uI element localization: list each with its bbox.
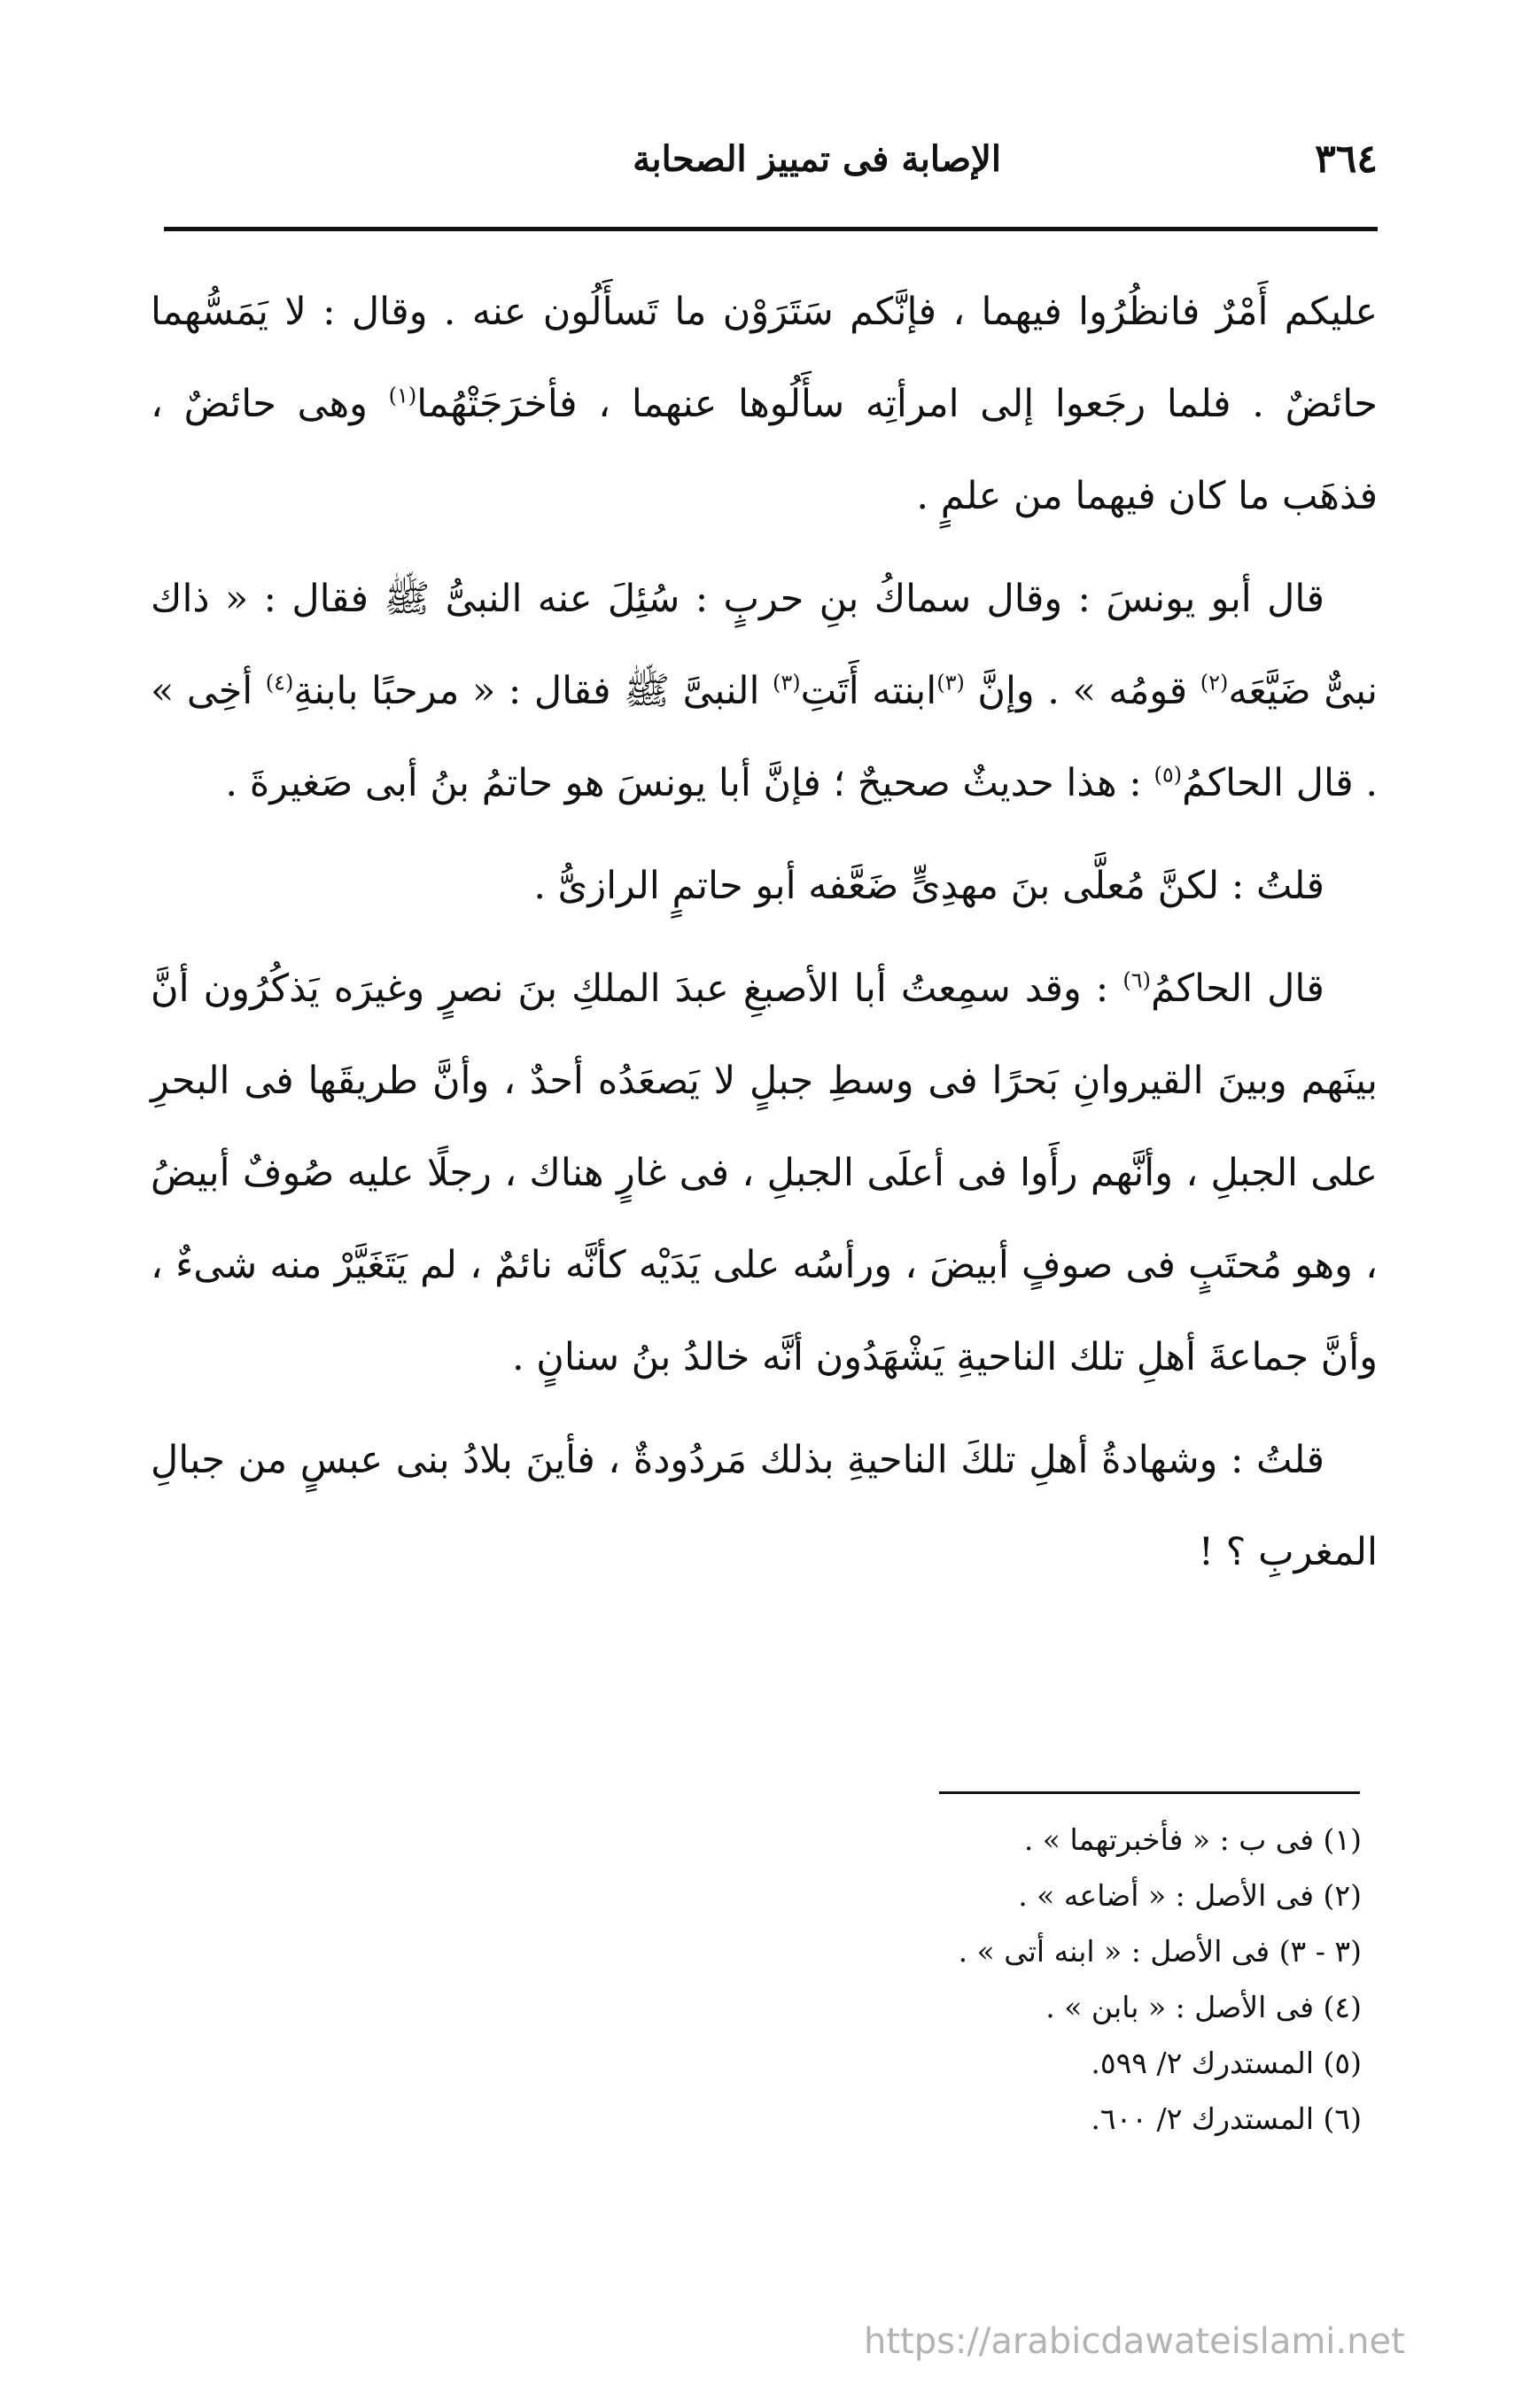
- paragraph-3: [151, 840, 1378, 932]
- running-title: الإصابة فى تمييز الصحابة: [633, 138, 1001, 180]
- footnote-2: (٢) فى الأصل : « أضاعه » .: [1018, 1878, 1362, 1913]
- text-run: : هذا حديثٌ صحيحٌ ؛ فإنَّ أبا يونسَ هو حاتمُ بنُ أبى صَغيرةَ .: [225, 761, 1154, 805]
- text-run: عليكم أَمْرٌ فانظُرُوا فيهما ، فإنَّكم سَتَرَوْن ما تَسأَلُون عنه . وقال : لا يَمَسُّهما حائضٌ . فلما رجَعوا إلى امرأتِه سأَلُوها عنهما ، فأخرَجَتْهُما: [151, 290, 1378, 426]
- text-run: ابنته أَتَتِ: [800, 669, 937, 713]
- text-run: قال الحاكمُ: [1151, 967, 1324, 1011]
- footnote-ref: (٢): [1200, 670, 1229, 695]
- text-run: : وقد سمِعتُ أبا الأصبغِ عبدَ الملكِ بنَ نصرٍ وغيرَه يَذكُرُون أنَّ بينَهم وبينَ القيروانِ بَحرًا فى وسطِ جبلٍ لا يَصعَدُه أحدٌ ، وأنَّ طريقَها فى البحرِ على الجبلِ ، وأنَّهم رأَوا فى أعلَى الجبلِ ، فى غارٍ هناك ، رجلًا عليه صُوفٌ أبيضُ ، وهو مُحتَبٍ فى صوفٍ أبيضَ ، ورأسُه على يَدَيْه كأنَّه نائمٌ ، لم يَتَغَيَّرْ منه شىءٌ ، وأنَّ جماعةَ أهلِ تلك الناحيةِ يَشْهَدُون أنَّه خالدُ بنُ سنانٍ .: [151, 967, 1378, 1379]
- footnote-5: (٥) المستدرك ٢/ ٥٩٩.: [1091, 2046, 1362, 2080]
- watermark-url: https://arabicdawateislami.net: [864, 2321, 1405, 2362]
- footnote-1: (١) فى ب : « فأخبرتهما » .: [1023, 1822, 1362, 1857]
- header-rule: [164, 227, 1378, 231]
- footnote-ref: (١): [388, 383, 417, 408]
- footnote-ref: (٣): [772, 670, 801, 695]
- page-number: ٣٦٤: [1315, 136, 1378, 182]
- paragraph-4: [151, 943, 1378, 1403]
- body-text: [151, 266, 1378, 1598]
- footnote-ref: (٦): [1122, 967, 1152, 993]
- paragraph-5: [151, 1414, 1378, 1598]
- text-run: قال أبو يونسَ : وقال سماكُ بنِ حربٍ : سُئِلَ عنه النبىُّ ﷺ فقال : « ذاك نبىٌّ ضَيَّعَه: [151, 577, 1378, 713]
- text-run: النبىَّ ﷺ فقال : « مرحبًا بابنةِ: [293, 669, 773, 713]
- text-run: قلتُ : لكنَّ مُعلَّى بنَ مهدِىٍّ ضَعَّفه أبو حاتمٍ الرازىُّ .: [533, 864, 1324, 908]
- text-run: قلتُ : وشهادةُ أهلِ تلكَ الناحيةِ بذلك مَردُودةٌ ، فأينَ بلادُ بنى عبسٍ من جبالِ المغربِ ؟ !: [151, 1438, 1378, 1574]
- footnote-6: (٦) المستدرك ٢/ ٦٠٠.: [1091, 2101, 1362, 2136]
- paragraph-1: [151, 266, 1378, 542]
- paragraph-2: [151, 553, 1378, 829]
- text-run: وهى حائضٌ ، فذهَب ما كان فيهما من علمٍ .: [151, 382, 1378, 518]
- footnote-ref: (٤): [265, 670, 294, 695]
- page-header: [164, 133, 1378, 199]
- text-run: أخِى » . قال الحاكمُ: [151, 669, 1378, 805]
- text-run: قومُه » . وإنَّ: [964, 669, 1200, 713]
- footnote-3: (٣ - ٣) فى الأصل : « ابنه أتى » .: [958, 1934, 1362, 1969]
- footnote-ref: (٣): [936, 670, 965, 695]
- footnote-4: (٤) فى الأصل : « بابن » .: [1045, 1990, 1362, 2024]
- footnote-rule: [939, 1791, 1360, 1794]
- footnote-ref: (٥): [1154, 762, 1183, 788]
- footnotes: [164, 1812, 1378, 2147]
